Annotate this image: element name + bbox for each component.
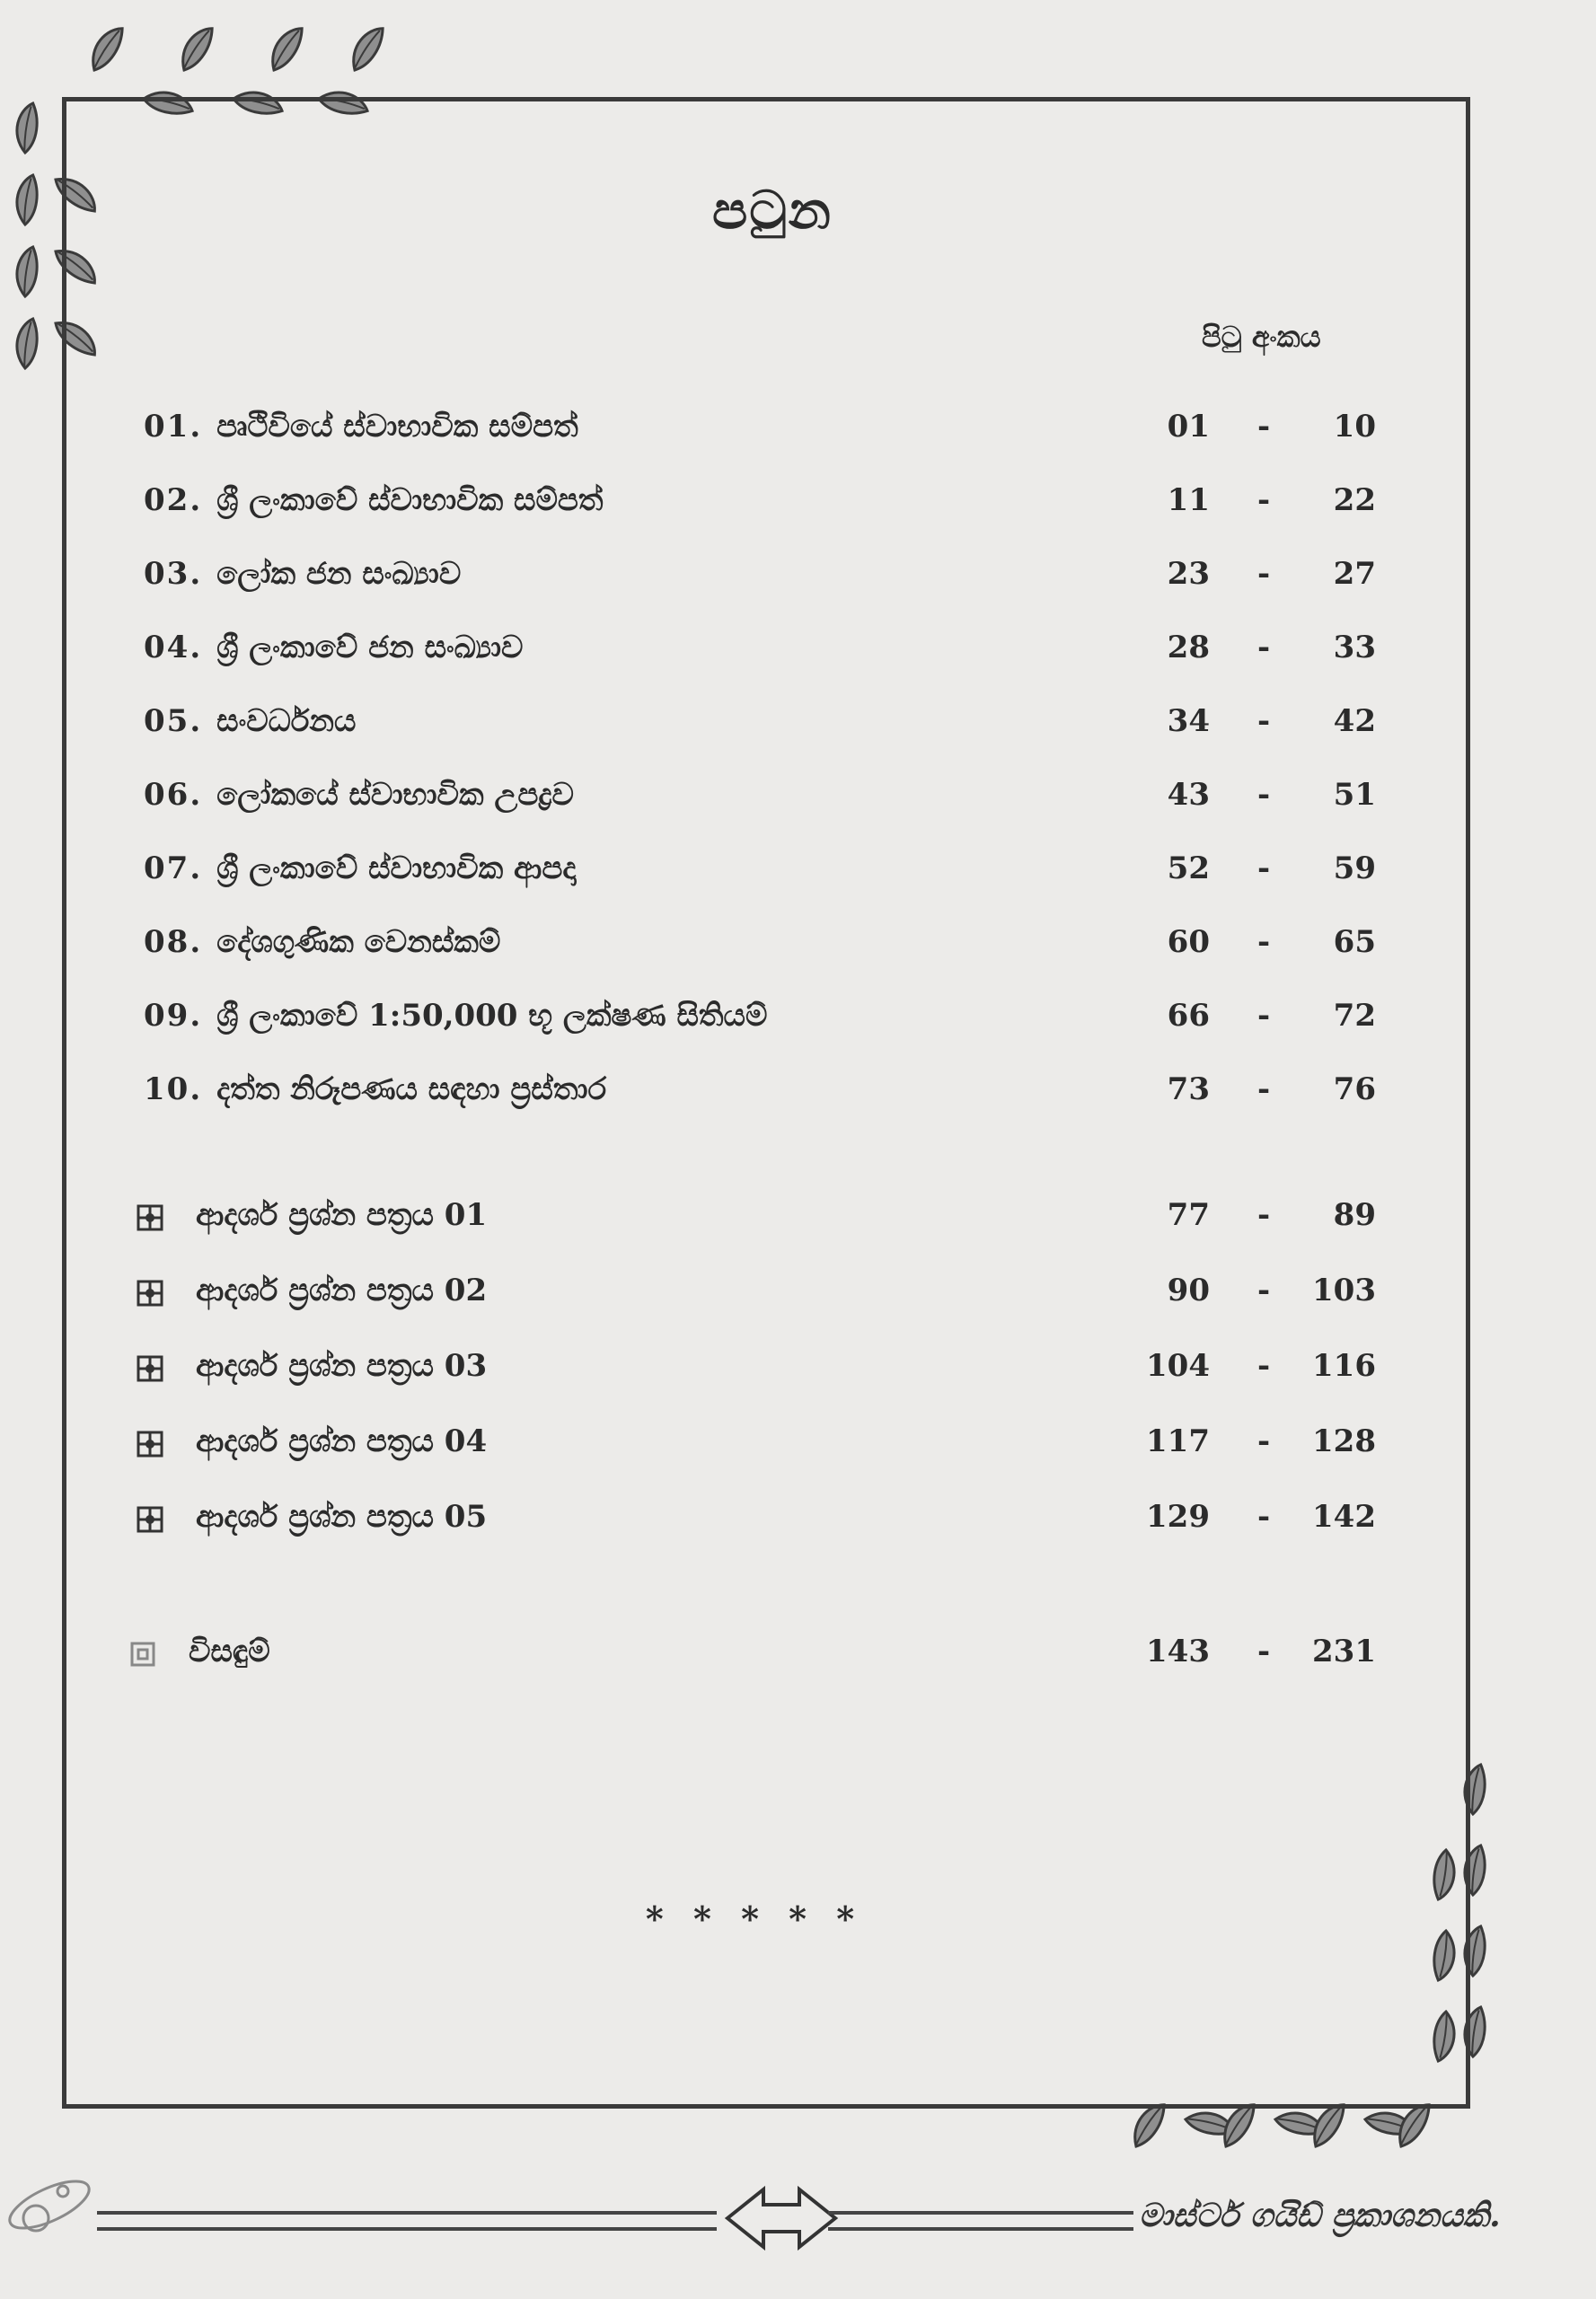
page-range-dash: - bbox=[1257, 482, 1271, 518]
toc-row-chapter[interactable] bbox=[0, 1071, 1596, 1122]
page-range-dash: - bbox=[1257, 1423, 1271, 1459]
page-end: 128 bbox=[1312, 1423, 1376, 1459]
toc-row-chapter[interactable] bbox=[0, 998, 1596, 1048]
page-range-dash: - bbox=[1257, 556, 1271, 592]
page-start: 104 bbox=[1146, 1348, 1210, 1384]
model-paper-title: ආදර්ශ ප්‍රශ්න පත්‍රය 03 bbox=[196, 1348, 488, 1384]
ornament-icon bbox=[135, 1202, 165, 1233]
chapter-title: ලෝක ජන සංඛ්‍යාව bbox=[216, 556, 462, 592]
chapter-title: ශ්‍රී ලංකාවේ ස්වාභාවික ආපදා bbox=[216, 850, 577, 886]
ornament-icon bbox=[135, 1353, 165, 1384]
chapter-title: දත්ත නිරූපණය සඳහා ප්‍රස්තාර bbox=[216, 1071, 607, 1107]
page-end: 76 bbox=[1333, 1071, 1376, 1107]
chapter-number: 03. bbox=[144, 556, 203, 592]
page-start: 43 bbox=[1167, 777, 1210, 813]
page-end: 22 bbox=[1333, 482, 1376, 518]
answers-title: විසඳුම් bbox=[189, 1634, 270, 1669]
page-start: 60 bbox=[1167, 924, 1210, 960]
toc-row-answers[interactable] bbox=[0, 1634, 1596, 1684]
page-start: 52 bbox=[1167, 850, 1210, 886]
model-paper-title: ආදර්ශ ප්‍රශ්න පත්‍රය 02 bbox=[196, 1273, 488, 1308]
page-range-dash: - bbox=[1257, 1273, 1271, 1308]
page-title: පටුන bbox=[711, 180, 833, 241]
end-marker: * * * * * bbox=[645, 1898, 864, 1939]
toc-row-chapter[interactable] bbox=[0, 777, 1596, 827]
toc-row-model-paper[interactable] bbox=[0, 1273, 1596, 1323]
toc-row-model-paper[interactable] bbox=[0, 1197, 1596, 1247]
page-end: 59 bbox=[1333, 850, 1376, 886]
page-number-header: පිටු අංකය bbox=[1202, 320, 1321, 354]
chapter-title: පෘථිවියේ ස්වාභාවික සම්පත් bbox=[216, 409, 578, 445]
page-range-dash: - bbox=[1257, 703, 1271, 739]
page-start: 90 bbox=[1167, 1273, 1210, 1308]
chapter-title: ශ්‍රී ලංකාවේ ජන සංඛ්‍යාව bbox=[216, 630, 524, 665]
ornament-icon bbox=[135, 1504, 165, 1535]
chapter-number: 09. bbox=[144, 998, 203, 1034]
ornament-icon bbox=[135, 1429, 165, 1459]
ornament-icon bbox=[135, 1278, 165, 1308]
toc-row-model-paper[interactable] bbox=[0, 1423, 1596, 1474]
page-range-dash: - bbox=[1257, 1499, 1271, 1535]
page-end: 51 bbox=[1333, 777, 1376, 813]
toc-row-model-paper[interactable] bbox=[0, 1348, 1596, 1398]
toc-row-chapter[interactable] bbox=[0, 630, 1596, 680]
page-end: 142 bbox=[1312, 1499, 1376, 1535]
model-paper-title: ආදර්ශ ප්‍රශ්න පත්‍රය 04 bbox=[196, 1423, 488, 1459]
page-range-dash: - bbox=[1257, 924, 1271, 960]
square-bullet-icon bbox=[128, 1639, 158, 1669]
page-end: 103 bbox=[1312, 1273, 1376, 1308]
model-paper-title: ආදර්ශ ප්‍රශ්න පත්‍රය 01 bbox=[196, 1197, 488, 1233]
toc-row-model-paper[interactable] bbox=[0, 1499, 1596, 1549]
chapter-number: 10. bbox=[144, 1071, 203, 1107]
page-end: 10 bbox=[1333, 409, 1376, 445]
chapter-number: 08. bbox=[144, 924, 203, 960]
footer-rule-right bbox=[828, 2211, 1133, 2231]
page-start: 129 bbox=[1146, 1499, 1210, 1535]
page-end: 65 bbox=[1333, 924, 1376, 960]
toc-row-chapter[interactable] bbox=[0, 924, 1596, 974]
double-arrow-icon bbox=[727, 2189, 835, 2247]
toc-row-chapter[interactable] bbox=[0, 482, 1596, 533]
chapter-title: ලෝකයේ ස්වාභාවික උපද්‍රව bbox=[216, 777, 574, 813]
page-range-dash: - bbox=[1257, 630, 1271, 665]
toc-row-chapter[interactable] bbox=[0, 409, 1596, 459]
page-start: 11 bbox=[1167, 482, 1210, 518]
publisher-footer: මාස්ටර් ගයිඩ් ප්‍රකාශනයකි. bbox=[1139, 2197, 1501, 2234]
chapter-number: 07. bbox=[144, 850, 203, 886]
chapter-title: සංවර්ධනය bbox=[216, 703, 357, 739]
page-end: 33 bbox=[1333, 630, 1376, 665]
page-range-dash: - bbox=[1257, 1071, 1271, 1107]
chapter-number: 02. bbox=[144, 482, 203, 518]
page-range-dash: - bbox=[1257, 777, 1271, 813]
chapter-title: ශ්‍රී ලංකාවේ ස්වාභාවික සම්පත් bbox=[216, 482, 604, 518]
chapter-number: 05. bbox=[144, 703, 203, 739]
page-end: 89 bbox=[1333, 1197, 1376, 1233]
chapter-title: දේශගුණික වෙනස්කම් bbox=[216, 924, 501, 960]
page-start: 73 bbox=[1167, 1071, 1210, 1107]
chapter-number: 06. bbox=[144, 777, 203, 813]
page-end: 72 bbox=[1333, 998, 1376, 1034]
page-range-dash: - bbox=[1257, 1197, 1271, 1233]
publisher-logo bbox=[4, 2171, 95, 2237]
page-range-dash: - bbox=[1257, 1634, 1271, 1669]
footer-rule-left bbox=[97, 2211, 717, 2231]
page-start: 117 bbox=[1146, 1423, 1210, 1459]
page-start: 77 bbox=[1167, 1197, 1210, 1233]
page-end: 116 bbox=[1312, 1348, 1376, 1384]
page-start: 143 bbox=[1146, 1634, 1210, 1669]
page-range-dash: - bbox=[1257, 850, 1271, 886]
toc-row-chapter[interactable] bbox=[0, 556, 1596, 606]
page-start: 23 bbox=[1167, 556, 1210, 592]
page-start: 34 bbox=[1167, 703, 1210, 739]
page-range-dash: - bbox=[1257, 1348, 1271, 1384]
chapter-title: ශ්‍රී ලංකාවේ 1:50,000 භූ ලක්ෂණ සිතියම් bbox=[216, 998, 768, 1034]
toc-row-chapter[interactable] bbox=[0, 703, 1596, 753]
page-range-dash: - bbox=[1257, 409, 1271, 445]
page-end: 231 bbox=[1312, 1634, 1376, 1669]
page-range-dash: - bbox=[1257, 998, 1271, 1034]
model-paper-title: ආදර්ශ ප්‍රශ්න පත්‍රය 05 bbox=[196, 1499, 488, 1535]
chapter-number: 04. bbox=[144, 630, 203, 665]
page-end: 27 bbox=[1333, 556, 1376, 592]
page-start: 01 bbox=[1167, 409, 1210, 445]
page-end: 42 bbox=[1333, 703, 1376, 739]
toc-row-chapter[interactable] bbox=[0, 850, 1596, 901]
chapter-number: 01. bbox=[144, 409, 203, 445]
page-start: 66 bbox=[1167, 998, 1210, 1034]
page-start: 28 bbox=[1167, 630, 1210, 665]
